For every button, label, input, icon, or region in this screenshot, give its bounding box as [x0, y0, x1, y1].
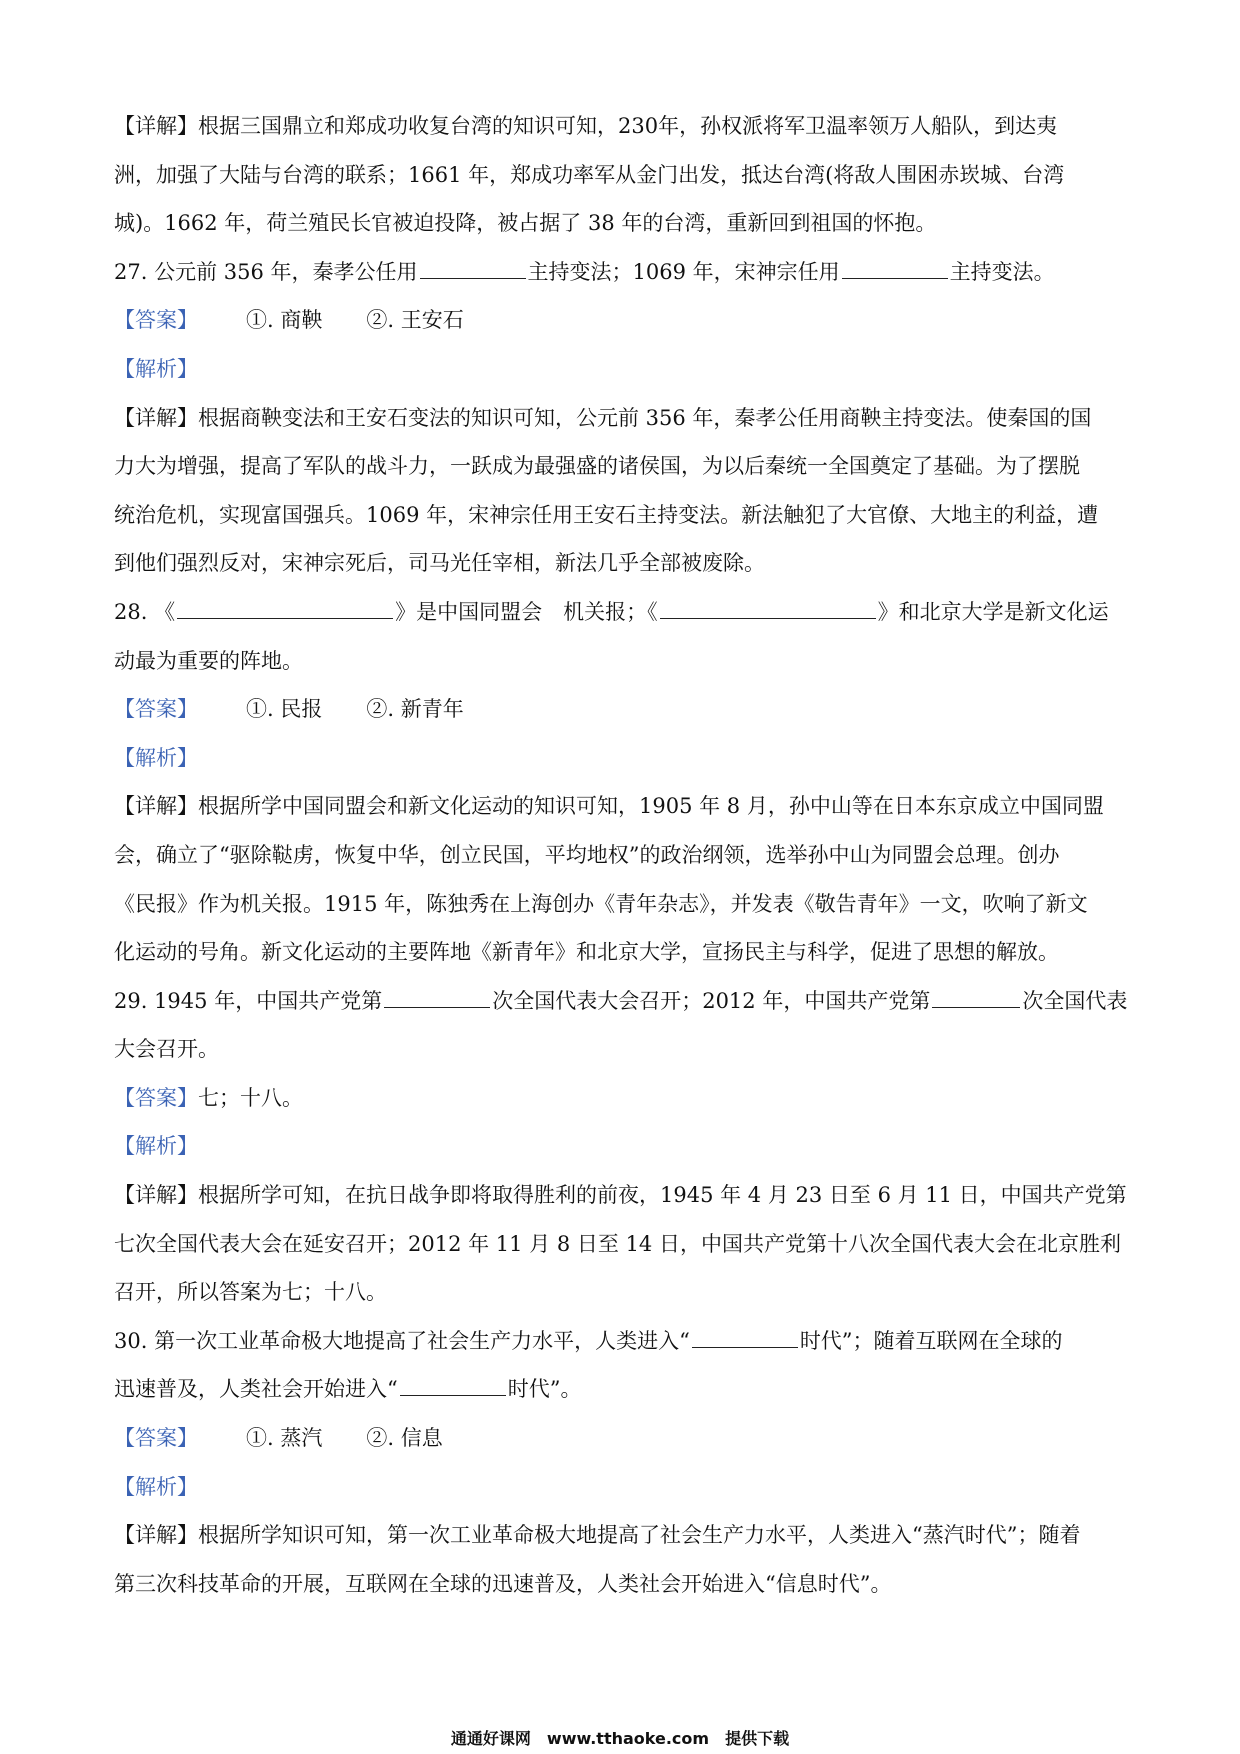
question-text: 迅速普及，人类社会开始进入“: [114, 1377, 398, 1402]
answer-line: [114, 296, 1130, 345]
detail-line: 化运动的号角。新文化运动的主要阵地《新青年》和北京大学，宣扬民主与科学，促进了思想的解放。: [114, 940, 1059, 965]
analysis-tag: 【解析】: [114, 1474, 198, 1499]
answer-blank: [842, 260, 948, 279]
q26-detail-line: 【详解】根据三国鼎立和郑成功收复台湾的知识可知，230年，孙权派将军卫温率领万人船队，到达夷: [114, 114, 1058, 138]
question-text: 时代”；随着互联网在全球的: [799, 1328, 1063, 1353]
answer-blank: [384, 989, 490, 1008]
detail-line: 【详解】根据所学知识可知，第一次工业革命极大地提高了社会生产力水平，人类进入“蒸汽时代”；随着: [114, 1523, 1081, 1548]
detail-line: 七次全国代表大会在延安召开；2012 年 11 月 8 日至 14 日，中国共产党第十八次全国代表大会在北京胜利: [114, 1231, 1121, 1256]
detail-line: 到他们强烈反对，宋神宗死后，司马光任宰相，新法几乎全部被废除。: [114, 551, 765, 576]
question-text: 主持变法；1069 年，宋神宗任用: [527, 259, 840, 284]
answer-tag: 【答案】: [114, 308, 198, 333]
question-30: [114, 1317, 1130, 1366]
question-27: [114, 248, 1130, 297]
question-text: 主持变法。: [949, 259, 1055, 284]
q26-detail-line: 城)。1662 年，荷兰殖民长官被迫投降，被占据了 38 年的台湾，重新回到祖国的怀抱。: [114, 211, 937, 236]
question-text: 27. 公元前 356 年，秦孝公任用: [114, 259, 418, 284]
question-text: 次全国代表大会召开；2012 年，中国共产党第: [492, 988, 931, 1013]
detail-line: 【详解】根据商鞅变法和王安石变法的知识可知，公元前 356 年，秦孝公任用商鞅主持变法。使秦国的国: [114, 405, 1092, 430]
question-28: [114, 588, 1130, 637]
question-text: 29. 1945 年，中国共产党第: [114, 988, 383, 1013]
question-text: 次全国代表: [1022, 988, 1128, 1013]
answer-blank: [932, 989, 1020, 1008]
question-text: 大会召开。: [114, 1037, 219, 1062]
q26-detail-line: 洲，加强了大陆与台湾的联系；1661 年，郑成功率军从金门出发，抵达台湾(将敌人围困赤崁城、台湾: [114, 162, 1065, 187]
detail-line: 【详解】根据所学中国同盟会和新文化运动的知识可知，1905 年 8 月，孙中山等在日本东京成立中国同盟: [114, 794, 1104, 819]
answer-tag: 【答案】: [114, 1085, 198, 1110]
answer-item: ②. 信息: [366, 1426, 443, 1451]
detail-line: 第三次科技革命的开展，互联网在全球的迅速普及，人类社会开始进入“信息时代”。: [114, 1571, 892, 1596]
question-text: 30. 第一次工业革命极大地提高了社会生产力水平，人类进入“: [114, 1328, 690, 1353]
detail-line: 会，确立了“驱除鞑虏，恢复中华，创立民国，平均地权”的政治纲领，选举孙中山为同盟会总理。创办: [114, 842, 1060, 867]
answer-line: [114, 1074, 1130, 1123]
detail-line: 统治危机，实现富国强兵。1069 年，宋神宗任用王安石主持变法。新法触犯了大官僚、大地主的利益，遭: [114, 502, 1099, 527]
answer-line: [114, 685, 1130, 734]
page-content: [114, 102, 1130, 1608]
analysis-tag: 【解析】: [114, 745, 198, 770]
answer-blank: [400, 1377, 506, 1396]
question-text: 》是中国同盟会 机关报；《: [395, 599, 658, 624]
analysis-tag: 【解析】: [114, 1134, 198, 1159]
detail-line: 力大为增强，提高了军队的战斗力，一跃成为最强盛的诸侯国，为以后秦统一全国奠定了基础。为了摆脱: [114, 454, 1080, 479]
answer-tag: 【答案】: [114, 1426, 198, 1451]
answer-item: ①. 蒸汽: [246, 1426, 323, 1451]
question-text: 28. 《: [114, 599, 176, 624]
analysis-tag: 【解析】: [114, 356, 198, 381]
question-29: [114, 977, 1130, 1026]
answer-line: [114, 1414, 1130, 1463]
detail-line: 【详解】根据所学可知，在抗日战争即将取得胜利的前夜，1945 年 4 月 23 日至 6 月 11 日，中国共产党第: [114, 1183, 1127, 1208]
answer-item: ①. 商鞅: [246, 308, 323, 333]
question-text: 》和北京大学是新文化运: [877, 599, 1109, 624]
answer-tag: 【答案】: [114, 697, 198, 722]
answer-item: ②. 王安石: [366, 308, 464, 333]
answer-item: 七；十八。: [198, 1085, 303, 1110]
question-text: 动最为重要的阵地。: [114, 648, 303, 673]
answer-blank: [660, 600, 876, 619]
detail-line: 召开，所以答案为七；十八。: [114, 1280, 387, 1305]
answer-blank: [692, 1329, 798, 1348]
answer-blank: [420, 260, 526, 279]
answer-item: ①. 民报: [246, 697, 323, 722]
answer-blank: [177, 600, 393, 619]
answer-item: ②. 新青年: [366, 697, 464, 722]
page-footer: 通通好课网 www.tthaoke.com 提供下载: [450, 1729, 790, 1748]
question-text: 时代”。: [507, 1377, 582, 1402]
detail-line: 《民报》作为机关报。1915 年，陈独秀在上海创办《青年杂志》，并发表《敬告青年》一文，吹响了新文: [114, 891, 1088, 916]
question-30-line2: [114, 1365, 1130, 1414]
